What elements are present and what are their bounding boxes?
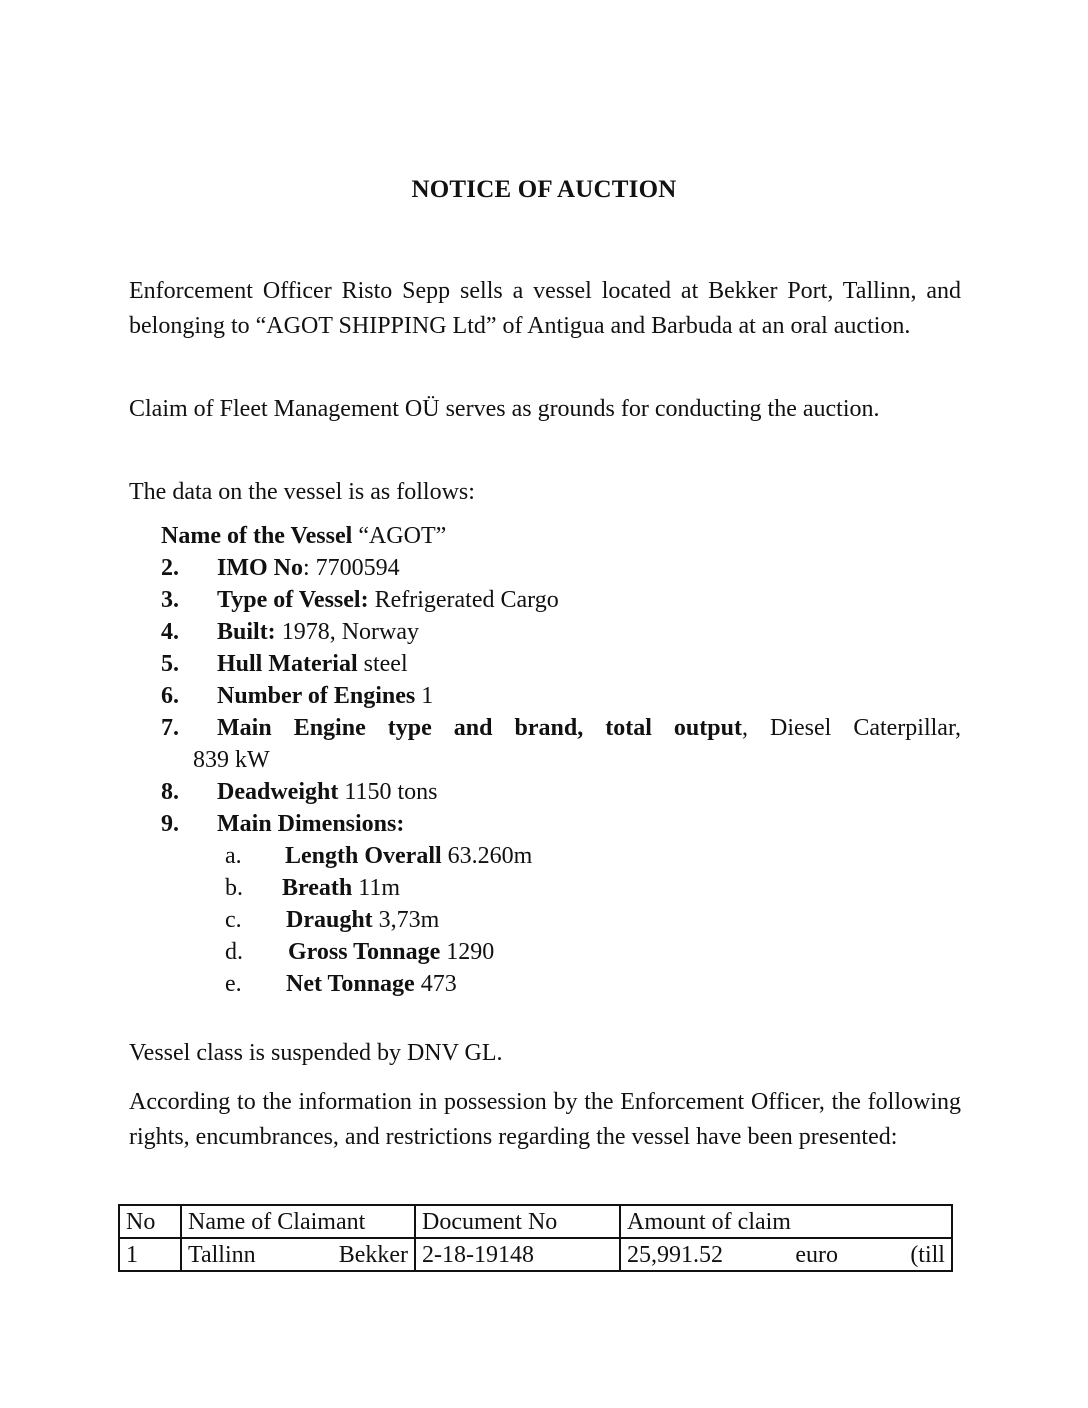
spec-item-number: 2. (161, 555, 179, 581)
amount-part: (till (910, 1241, 945, 1268)
dimension-item (0, 971, 1088, 1005)
spec-item-label: Number of Engines (217, 683, 416, 709)
spec-item-number: 6. (161, 683, 179, 709)
dimension-label: Gross Tonnage (288, 939, 441, 965)
rights-intro-paragraph: According to the information in possession by the Enforcement Officer, the following rights, encumbrances, and restrictions regarding the vessel have been presented: (129, 1089, 961, 1150)
spec-item-value: , Diesel Caterpillar, (741, 715, 961, 741)
dimension-label: Net Tonnage (286, 971, 415, 997)
class-note-paragraph: Vessel class is suspended by DNV GL. (129, 1040, 503, 1066)
spec-item-number: 8. (161, 779, 179, 805)
claimant-part: Bekker (338, 1241, 408, 1268)
spec-item-value: 1 (415, 683, 434, 709)
amount-part: 25,991.52 (627, 1241, 723, 1268)
spec-item (0, 683, 1088, 717)
claimant-part: Tallinn (188, 1241, 256, 1268)
spec-item (0, 715, 1088, 749)
dimension-value: 473 (414, 971, 457, 997)
spec-item-value: steel (357, 651, 408, 677)
table-row (119, 1238, 952, 1271)
spec-item-label: Main Engine type and brand, total output (217, 715, 742, 741)
dimension-value: 63.260m (441, 843, 533, 869)
dimension-label: Length Overall (285, 843, 442, 869)
spec-item (0, 555, 1088, 589)
dimension-value: 11m (352, 875, 400, 901)
spec-item (0, 587, 1088, 621)
spec-item (0, 619, 1088, 653)
cell-amount (620, 1238, 952, 1271)
dimension-letter: b. (225, 875, 243, 901)
dimension-label: Breath (282, 875, 353, 901)
dimension-value: 1290 (440, 939, 495, 965)
spec-item-label: Hull Material (217, 651, 358, 677)
dimension-letter: a. (225, 843, 242, 869)
dimension-item (0, 907, 1088, 941)
spec-item-continuation: 839 kW (193, 747, 270, 773)
spec-item-value: Refrigerated Cargo (368, 587, 559, 613)
vessel-name-item (161, 523, 446, 550)
cell-no: 1 (119, 1238, 181, 1271)
spec-item-number: 9. (161, 811, 179, 837)
dimension-letter: d. (225, 939, 243, 965)
claim-paragraph: Claim of Fleet Management OÜ serves as grounds for conducting the auction. (129, 396, 880, 422)
cell-claimant (181, 1238, 415, 1271)
spec-item-label: Deadweight (217, 779, 339, 805)
dimension-value: 3,73m (372, 907, 440, 933)
header-document: Document No (415, 1205, 620, 1238)
spec-item (0, 811, 1088, 845)
dimension-item (0, 875, 1088, 909)
data-intro-paragraph: The data on the vessel is as follows: (129, 479, 475, 505)
spec-item-value: : 7700594 (303, 555, 400, 581)
spec-item-number: 5. (161, 651, 179, 677)
spec-item-number: 4. (161, 619, 179, 645)
dimension-item (0, 843, 1088, 877)
vessel-name-value: “AGOT” (352, 523, 447, 549)
dimension-letter: e. (225, 971, 242, 997)
dimension-item (0, 939, 1088, 973)
spec-item-label: Built: (217, 619, 276, 645)
spec-item-label: IMO No (217, 555, 303, 581)
amount-part: euro (795, 1241, 838, 1268)
spec-item-number: 7. (161, 715, 179, 741)
page-title: NOTICE OF AUCTION (411, 176, 677, 203)
spec-item-label: Main Dimensions: (217, 811, 405, 837)
vessel-name-label: Name of the Vessel (161, 523, 353, 549)
spec-item-value: 1978, Norway (275, 619, 419, 645)
spec-item (0, 651, 1088, 685)
spec-item-number: 3. (161, 587, 179, 613)
header-amount: Amount of claim (620, 1205, 952, 1238)
table-header-row (119, 1205, 952, 1238)
header-no: No (119, 1205, 181, 1238)
header-claimant: Name of Claimant (181, 1205, 415, 1238)
spec-item-label: Type of Vessel: (217, 587, 369, 613)
spec-item (0, 779, 1088, 813)
intro-paragraph: Enforcement Officer Risto Sepp sells a vessel located at Bekker Port, Tallinn, and belonging to “AGOT SHIPPING Ltd” of Antigua and Barbuda at an oral auction. (129, 278, 961, 339)
dimension-label: Draught (286, 907, 373, 933)
cell-document: 2-18-19148 (415, 1238, 620, 1271)
dimension-letter: c. (225, 907, 242, 933)
claims-table (118, 1204, 953, 1272)
spec-item-value: 1150 tons (338, 779, 438, 805)
